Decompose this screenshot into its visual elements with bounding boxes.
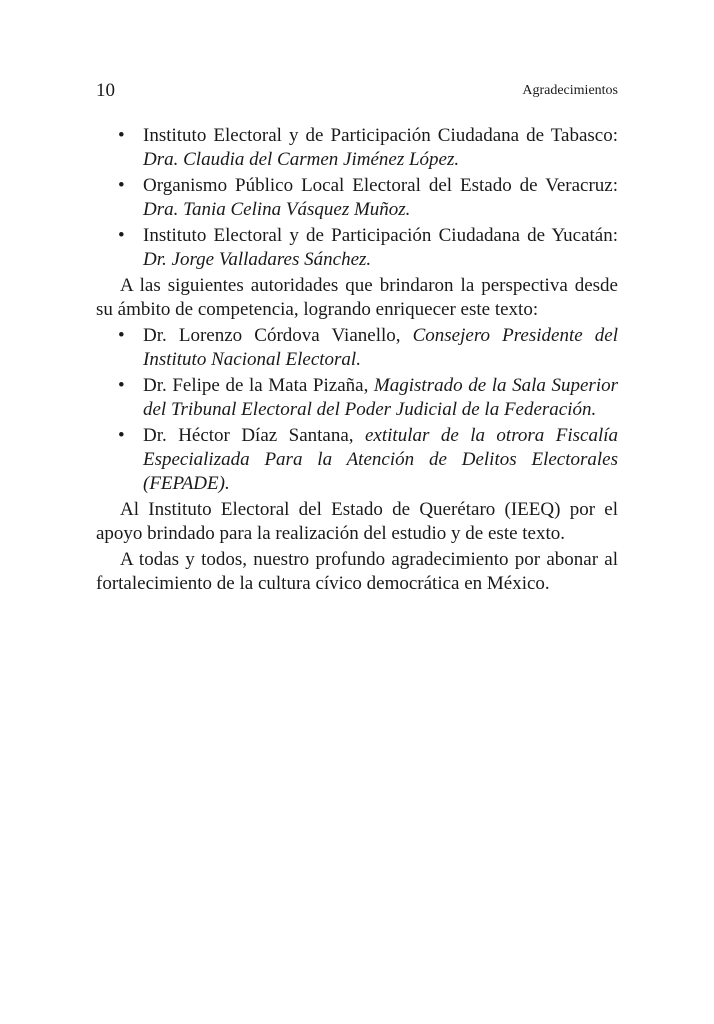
person-name: Dr. Jorge Valladares Sánchez. bbox=[143, 249, 372, 270]
list-item bbox=[96, 124, 618, 172]
institution-name: Instituto Electoral y de Participación Ciudadana de Tabasco: bbox=[143, 125, 618, 146]
bullet-icon: • bbox=[118, 125, 125, 146]
institution-name: Organismo Público Local Electoral del Estado de Veracruz: bbox=[143, 175, 618, 196]
list-item bbox=[96, 374, 618, 422]
institution-name: Instituto Electoral y de Participación Ciudadana de Yucatán: bbox=[143, 225, 618, 246]
authority-name: Dr. Lorenzo Córdova Vianello, bbox=[143, 325, 413, 346]
paragraph-authorities: A las siguientes autoridades que brindaron la perspectiva desde su ámbito de competencia, logrando enriquecer este texto: bbox=[96, 275, 618, 320]
bullet-icon: • bbox=[118, 325, 125, 346]
bullet-icon: • bbox=[118, 175, 125, 196]
list-item bbox=[96, 424, 618, 496]
authority-role: extitular de la otrora Fiscalía Especializada Para la Atención de Delitos Electorales (FEPADE). bbox=[143, 425, 618, 494]
paragraph-ieeq: Al Instituto Electoral del Estado de Querétaro (IEEQ) por el apoyo brindado para la realización del estudio y de este texto. bbox=[96, 499, 618, 544]
page-number: 10 bbox=[96, 80, 115, 101]
person-name: Dra. Claudia del Carmen Jiménez López. bbox=[143, 149, 460, 170]
paragraph-closing: A todas y todos, nuestro profundo agradecimiento por abonar al fortalecimiento de la cultura cívico democrática en México. bbox=[96, 549, 618, 594]
page-body bbox=[96, 124, 618, 598]
list-item bbox=[96, 324, 618, 372]
institutions-list bbox=[96, 124, 618, 272]
authority-name: Dr. Héctor Díaz Santana, bbox=[143, 425, 365, 446]
bullet-icon: • bbox=[118, 425, 125, 446]
running-head: Agradecimientos bbox=[522, 83, 618, 98]
page-header bbox=[96, 80, 618, 104]
authority-name: Dr. Felipe de la Mata Pizaña, bbox=[143, 375, 374, 396]
bullet-icon: • bbox=[118, 225, 125, 246]
authorities-list bbox=[96, 324, 618, 496]
bullet-icon: • bbox=[118, 375, 125, 396]
person-name: Dra. Tania Celina Vásquez Muñoz. bbox=[143, 199, 411, 220]
list-item bbox=[96, 224, 618, 272]
authority-role: Magistrado de la Sala Superior del Tribunal Electoral del Poder Judicial de la Federación. bbox=[143, 375, 618, 420]
authority-role: Consejero Presidente del Instituto Nacional Electoral. bbox=[143, 325, 618, 370]
list-item bbox=[96, 174, 618, 222]
